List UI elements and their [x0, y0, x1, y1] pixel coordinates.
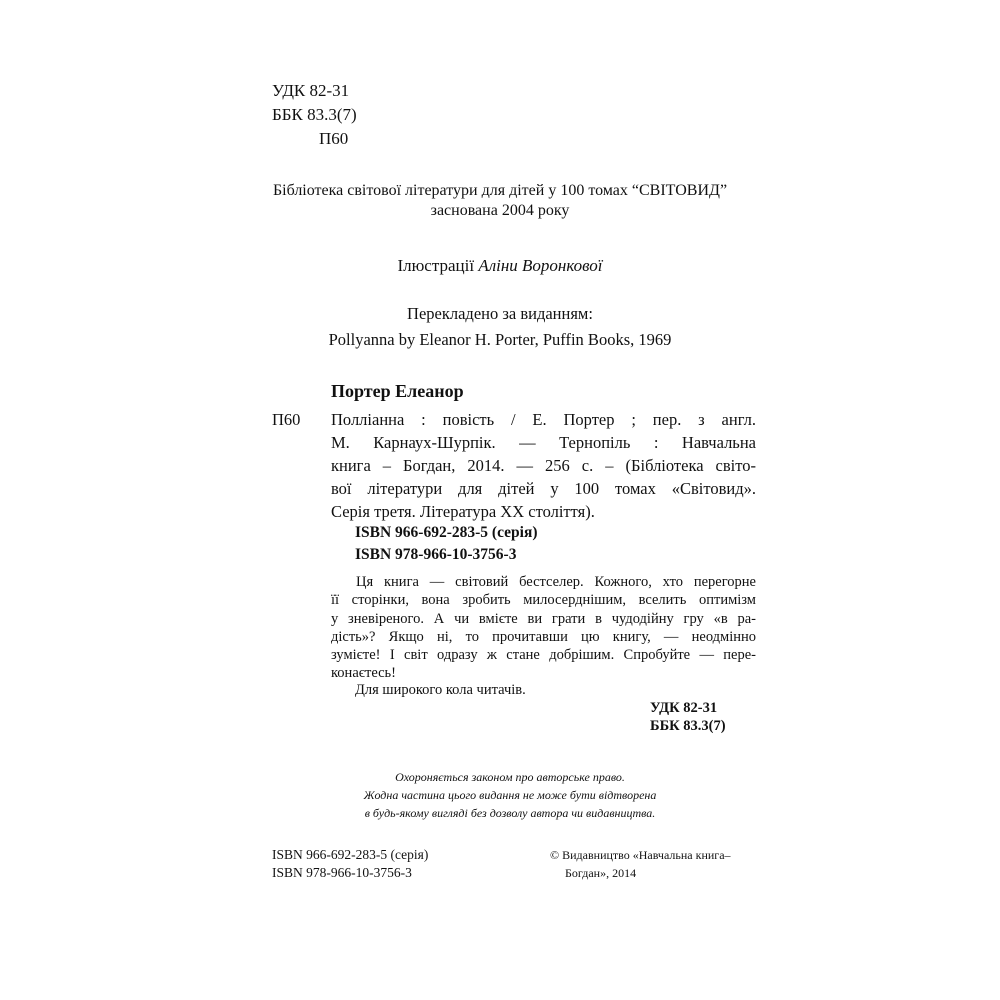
- annotation-line: зумієте! І світ одразу ж стане добрішим. Спробуйте — пере-: [331, 647, 756, 664]
- library-founded-line: заснована 2004 року: [430, 202, 570, 219]
- audience-note: Для широкого кола читачів.: [355, 682, 526, 698]
- illustrations-artist: Аліни Воронкової: [478, 256, 603, 275]
- copyright-notice-line: Жодна частина цього видання не може бути відтворена: [363, 788, 657, 802]
- bibliographic-sign: П60: [272, 410, 301, 429]
- bbk-code-bottom: ББК 83.3(7): [650, 718, 726, 734]
- description-line: М. Карнаух-Шурпік. — Тернопіль : Навчальна: [331, 433, 756, 452]
- bbk-code: ББК 83.3(7): [272, 105, 357, 124]
- bibliographic-description: [331, 408, 756, 523]
- isbn-book: ISBN 978-966-10-3756-3: [355, 546, 517, 563]
- publisher-year: Богдан», 2014: [565, 866, 637, 880]
- library-series-line: Бібліотека світової літератури для дітей у 100 томах “СВІТОВИД”: [272, 182, 728, 199]
- description-line: книга – Богдан, 2014. — 256 с. – (Бібліотека світо-: [331, 456, 756, 475]
- publisher-copyright: © Видавництво «Навчальна книга–: [550, 848, 731, 862]
- footer-isbn-series: ISBN 966-692-283-5 (серія): [272, 847, 429, 862]
- annotation-line: її сторінки, вона зробить милосерднішим, вселить оптимізм: [331, 592, 756, 609]
- annotation-line: Ця книга — світовий бестселер. Кожного, хто перегорне: [356, 574, 756, 590]
- description-line: вої літератури для дітей у 100 томах «Світовид».: [331, 479, 756, 498]
- author-sign: П60: [319, 129, 349, 148]
- translated-from-label: Перекладено за виданням:: [407, 304, 593, 323]
- author-heading: Портер Елеанор: [331, 381, 464, 401]
- annotation-line: дість»? Якщо ні, то прочитавши цю книгу, — неодмінно: [331, 628, 756, 645]
- udk-code: УДК 82-31: [272, 81, 350, 100]
- illustrations-credit: [200, 255, 800, 277]
- annotation-line: у зневіреного. А чи вмієте ви грати в чудодійну гру «в ра-: [331, 610, 756, 627]
- copyright-notice-line: в будь-якому вигляді без дозволу автора чи видавництва.: [364, 806, 656, 820]
- isbn-series: ISBN 966-692-283-5 (серія): [355, 524, 538, 541]
- copyright-notice-line: Охороняється законом про авторське право.: [395, 770, 625, 784]
- footer-isbn-book: ISBN 978-966-10-3756-3: [272, 865, 412, 880]
- description-line: Полліанна : повість / Е. Портер ; пер. з англ.: [331, 410, 756, 429]
- description-line: Серія третя. Література ХХ століття).: [331, 502, 595, 521]
- annotation-line: конаєтесь!: [331, 665, 396, 682]
- illustrations-prefix: Ілюстрації: [397, 256, 475, 275]
- annotation: [331, 573, 756, 683]
- translated-from-source: Pollyanna by Eleanor H. Porter, Puffin Books, 1969: [328, 330, 672, 349]
- udk-code-bottom: УДК 82-31: [650, 700, 718, 716]
